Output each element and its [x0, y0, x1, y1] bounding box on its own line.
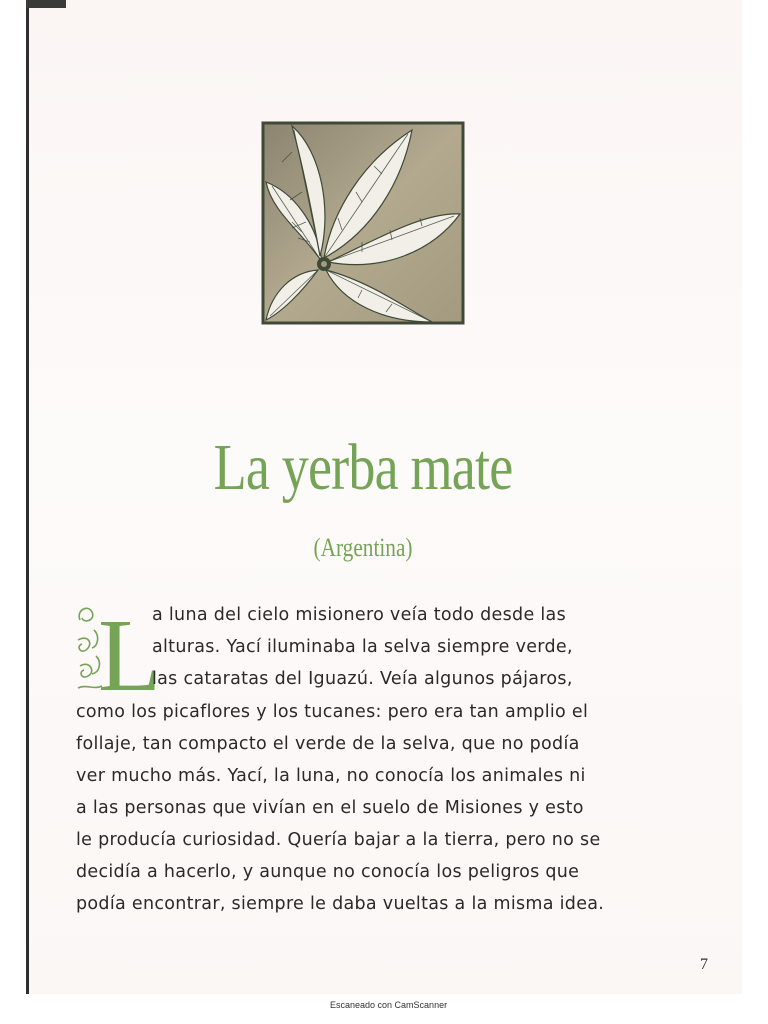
body-line: follaje, tan compacto el verde de la selva, que no podía — [76, 734, 580, 754]
leaf-illustration-icon — [262, 122, 464, 324]
body-line: podía encontrar, siempre le daba vueltas a la misma idea. — [76, 894, 605, 914]
body-line: como los picaflores y los tucanes: pero era tan amplio el — [76, 702, 589, 722]
page-subtitle: (Argentina) — [313, 533, 413, 562]
body-line: decidía a hacerlo, y aunque no conocía los peligros que — [76, 862, 580, 882]
page-number: 7 — [700, 956, 708, 973]
ornamental-dropcap-icon — [74, 598, 162, 713]
scanner-footer: Escaneado con CamScanner — [330, 1000, 448, 1010]
body-line: ver mucho más. Yací, la luna, no conocía los animales ni — [76, 766, 586, 786]
body-line: le producía curiosidad. Quería bajar a la tierra, pero no se — [76, 830, 601, 850]
body-line: a las personas que vivían en el suelo de Misiones y esto — [76, 798, 584, 818]
page-top-edge — [26, 0, 66, 8]
dropcap-letter: L — [98, 598, 162, 713]
page-title: La yerba mate — [213, 431, 513, 504]
body-line: alturas. Yací iluminaba la selva siempre verde, — [152, 637, 573, 657]
body-line: a luna del cielo misionero veía todo desde las — [152, 605, 566, 625]
page-left-edge — [26, 0, 29, 994]
body-line: las cataratas del Iguazú. Veía algunos pájaros, — [152, 669, 573, 689]
